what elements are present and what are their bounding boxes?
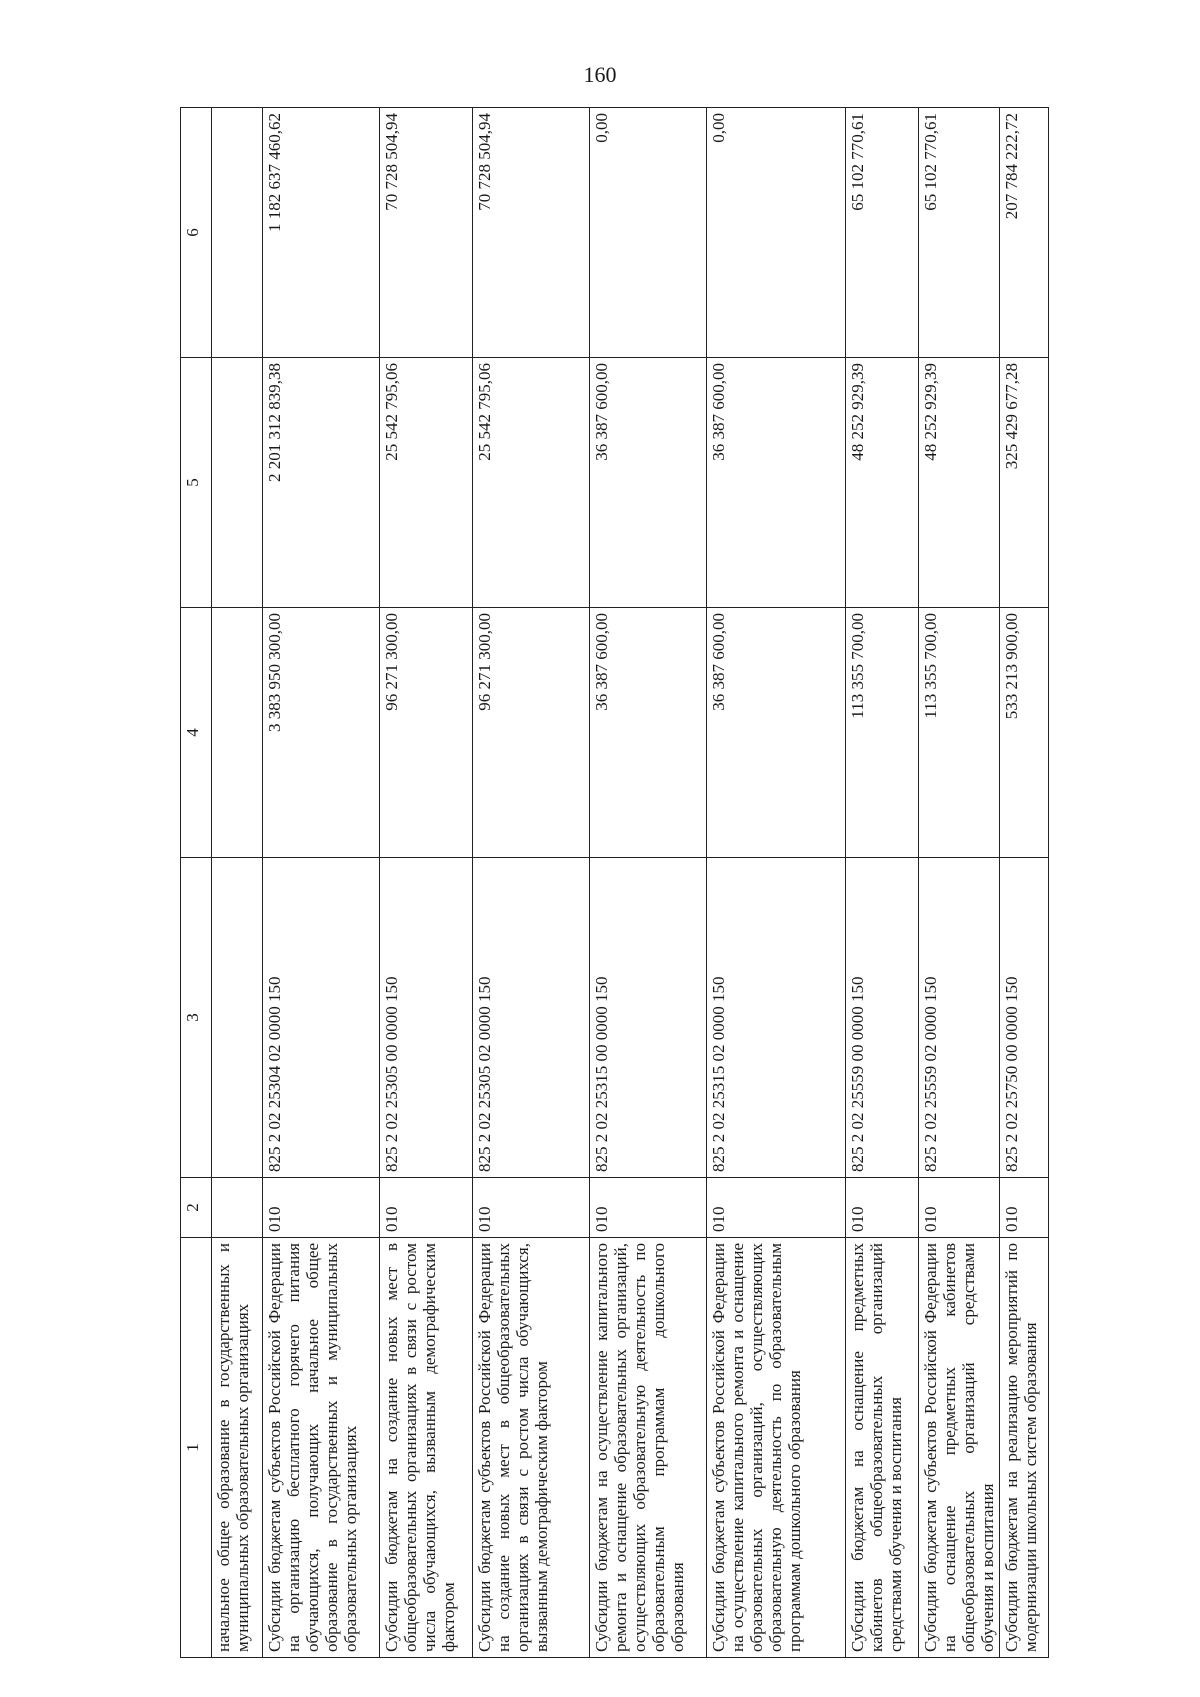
row-code-cell: 010 [263, 1178, 380, 1238]
row-code-cell: 010 [473, 1178, 590, 1238]
row-code-cell: 010 [919, 1178, 1000, 1238]
row-name-cell: начальное общее образование в государственных и муниципальных образовательных организациях [212, 1238, 263, 1658]
row-col6-cell: 70 728 504,94 [473, 108, 590, 358]
header-cell-1: 1 [181, 1238, 212, 1658]
row-col4-cell: 533 213 900,00 [1000, 608, 1049, 858]
row-kbk-cell: 825 2 02 25315 02 0000 150 [707, 858, 846, 1178]
row-col6-cell: 70 728 504,94 [380, 108, 473, 358]
row-col6-cell: 0,00 [590, 108, 707, 358]
table-row [1000, 108, 1049, 1658]
row-col4-cell: 113 355 700,00 [846, 608, 919, 858]
row-col6-cell: 207 784 222,72 [1000, 108, 1049, 358]
row-col6-cell: 65 102 770,61 [846, 108, 919, 358]
row-kbk-cell: 825 2 02 25559 02 0000 150 [919, 858, 1000, 1178]
header-cell-4: 4 [181, 608, 212, 858]
row-name-cell: Субсидии бюджетам на создание новых мест в общеобразовательных организациях в связи с ростом числа обучающихся, вызванным демографическим фактором [380, 1238, 473, 1658]
row-kbk-cell [212, 858, 263, 1178]
row-col5-cell: 25 542 795,06 [473, 358, 590, 608]
row-col4-cell: 96 271 300,00 [380, 608, 473, 858]
row-code-cell: 010 [846, 1178, 919, 1238]
row-name-cell: Субсидии бюджетам субъектов Российской Федерации на создание новых мест в общеобразовательных организациях в связи с ростом числа обучающихся, вызванным демографическим фактором [473, 1238, 590, 1658]
row-col5-cell: 48 252 929,39 [846, 358, 919, 608]
page-number: 160 [583, 62, 617, 87]
row-col5-cell: 48 252 929,39 [919, 358, 1000, 608]
table-row [473, 108, 590, 1658]
row-name-cell: Субсидии бюджетам на осуществление капитального ремонта и оснащение образовательных организаций, осуществляющих образовательную деятельность по образовательным программам дошкольного образования [590, 1238, 707, 1658]
header-cell-2: 2 [181, 1178, 212, 1238]
row-col6-cell: 1 182 637 460,62 [263, 108, 380, 358]
table-row [846, 108, 919, 1658]
table-container [180, 108, 1100, 1658]
rotated-table-frame [180, 108, 1100, 1658]
row-name-cell: Субсидии бюджетам на оснащение предметных кабинетов общеобразовательных организаций средствами обучения и воспитания [846, 1238, 919, 1658]
row-col4-cell: 113 355 700,00 [919, 608, 1000, 858]
row-code-cell: 010 [1000, 1178, 1049, 1238]
row-kbk-cell: 825 2 02 25304 02 0000 150 [263, 858, 380, 1178]
row-col5-cell: 2 201 312 839,38 [263, 358, 380, 608]
header-cell-3: 3 [181, 858, 212, 1178]
row-kbk-cell: 825 2 02 25305 00 0000 150 [380, 858, 473, 1178]
row-kbk-cell: 825 2 02 25315 00 0000 150 [590, 858, 707, 1178]
table-row [212, 108, 263, 1658]
row-col6-cell [212, 108, 263, 358]
row-name-cell: Субсидии бюджетам на реализацию мероприятий по модернизации школьных систем образования [1000, 1238, 1049, 1658]
row-col5-cell: 36 387 600,00 [590, 358, 707, 608]
row-col4-cell: 36 387 600,00 [590, 608, 707, 858]
table-row [919, 108, 1000, 1658]
row-name-cell: Субсидии бюджетам субъектов Российской Федерации на осуществление капитального ремонта и оснащение образовательных организаций, осуществляющих образовательную деятельность по образовательным программам дошкольного образования [707, 1238, 846, 1658]
row-col4-cell: 36 387 600,00 [707, 608, 846, 858]
row-code-cell: 010 [590, 1178, 707, 1238]
budget-table [180, 107, 1049, 1658]
table-body [181, 108, 1049, 1658]
row-col4-cell [212, 608, 263, 858]
row-col5-cell [212, 358, 263, 608]
row-name-cell: Субсидии бюджетам субъектов Российской Федерации на оснащение предметных кабинетов общеобразовательных организаций средствами обучения и воспитания [919, 1238, 1000, 1658]
row-kbk-cell: 825 2 02 25305 02 0000 150 [473, 858, 590, 1178]
row-col5-cell: 36 387 600,00 [707, 358, 846, 608]
row-col5-cell: 325 429 677,28 [1000, 358, 1049, 608]
row-kbk-cell: 825 2 02 25750 00 0000 150 [1000, 858, 1049, 1178]
row-col5-cell: 25 542 795,06 [380, 358, 473, 608]
row-code-cell [212, 1178, 263, 1238]
header-cell-6: 6 [181, 108, 212, 358]
row-code-cell: 010 [707, 1178, 846, 1238]
table-row [707, 108, 846, 1658]
row-code-cell: 010 [380, 1178, 473, 1238]
table-row [263, 108, 380, 1658]
row-col6-cell: 65 102 770,61 [919, 108, 1000, 358]
table-row [590, 108, 707, 1658]
row-name-cell: Субсидии бюджетам субъектов Российской Федерации на организацию бесплатного горячего питания обучающихся, получающих начальное общее образование в государственных и муниципальных образовательных организациях [263, 1238, 380, 1658]
table-header-row [181, 108, 212, 1658]
row-col4-cell: 96 271 300,00 [473, 608, 590, 858]
row-kbk-cell: 825 2 02 25559 00 0000 150 [846, 858, 919, 1178]
row-col4-cell: 3 383 950 300,00 [263, 608, 380, 858]
table-row [380, 108, 473, 1658]
row-col6-cell: 0,00 [707, 108, 846, 358]
header-cell-5: 5 [181, 358, 212, 608]
